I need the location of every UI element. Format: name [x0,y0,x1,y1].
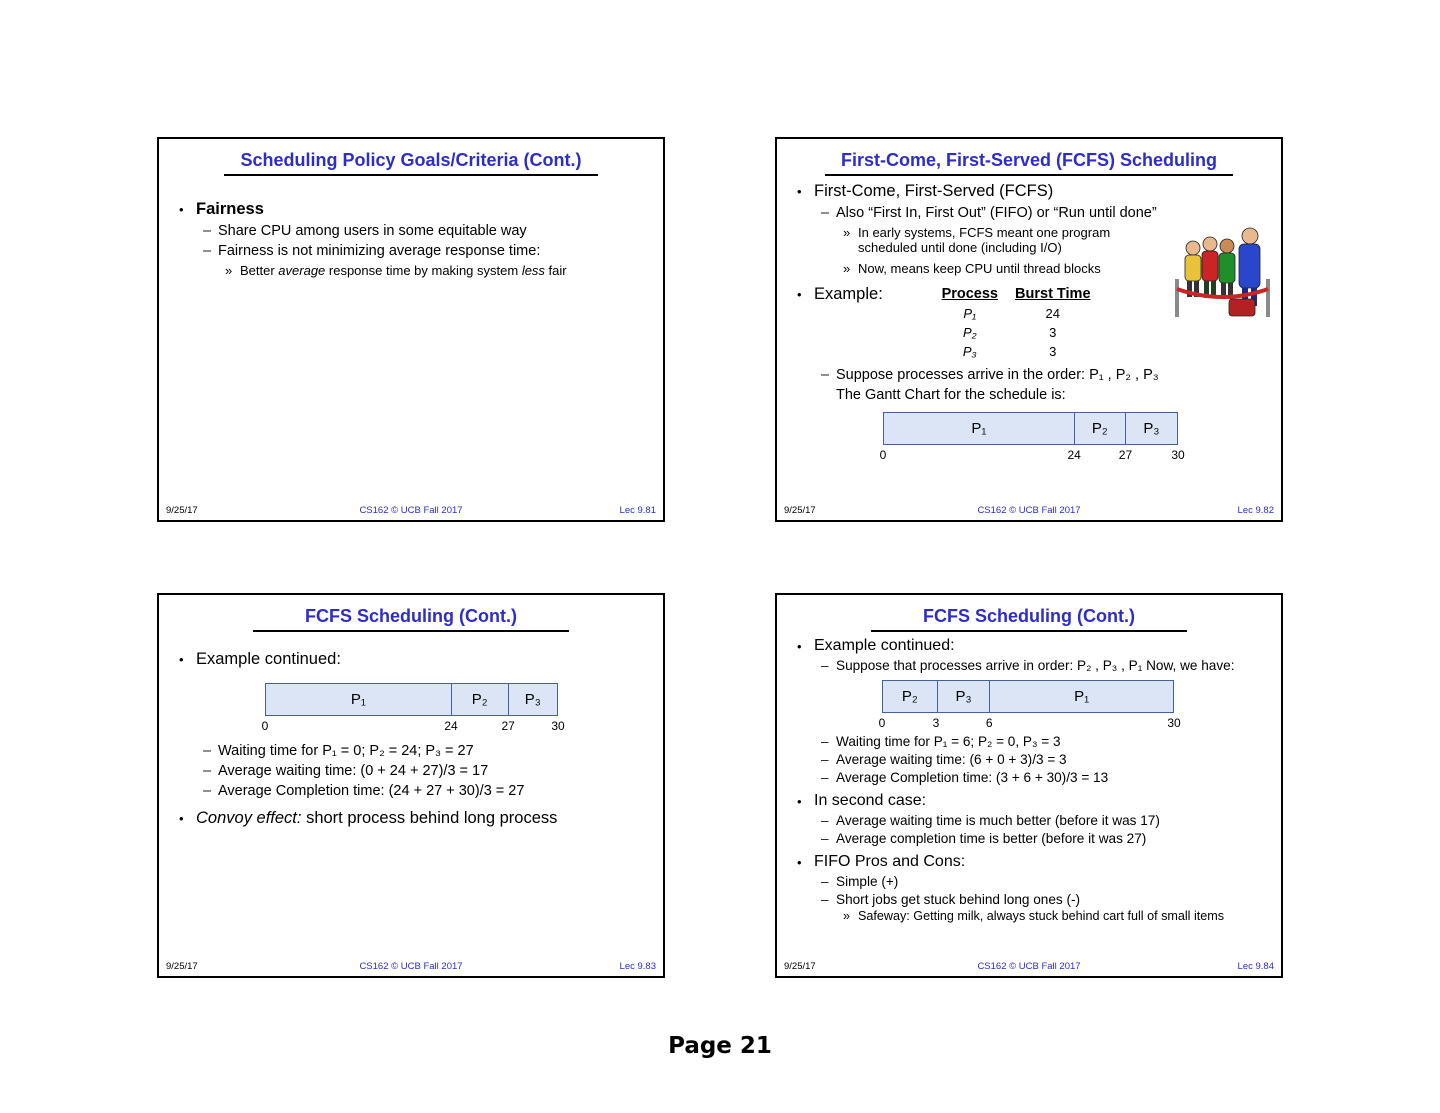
footer-lecture-number: Lec 9.82 [1237,505,1274,516]
dash-marker: – [821,734,829,749]
gantt-tick: 0 [261,719,269,733]
gantt-axis [879,445,1185,462]
footer-date: 9/25/17 [166,961,198,972]
chevron-marker: » [225,263,233,278]
chevron-marker: » [843,261,851,276]
table-header-row [933,285,1099,304]
sub-item-share-cpu: – Share CPU among users in some equitable way [203,223,527,239]
gantt-chart [878,680,1181,730]
dash-marker: – [821,752,829,767]
slide-title: Scheduling Policy Goals/Criteria (Cont.) [159,150,663,176]
gantt-bar-p3: P₃ [1125,413,1177,444]
bullet-second-case: • In second case: [797,792,927,809]
gantt-tick: 3 [932,716,940,730]
col-header-burst-time: Burst Time [1015,286,1091,302]
process-burst-table [933,285,1099,361]
table-row: P₃ 3 [962,344,1057,359]
dash-marker: – [821,205,830,221]
footer-lecture-number: Lec 9.81 [619,505,656,516]
bullet-marker: • [179,202,184,217]
sub-item-simple: – Simple (+) [821,874,899,889]
gantt-bar-p2: P₂ [451,684,508,715]
footer-lecture-number: Lec 9.83 [619,961,656,972]
bullet-marker: • [797,855,802,870]
bullet-marker: • [797,287,802,302]
sub-item-not-minimizing: – Fairness is not minimizing average response time: [203,243,541,259]
slide-footer [777,503,1281,517]
dash-marker: – [203,743,212,759]
bullet-example: • Example: [797,285,883,303]
slide-title: FCFS Scheduling (Cont.) [159,606,663,632]
gantt-tick: 0 [878,716,886,730]
bullet-fcfs: • First-Come, First-Served (FCFS) [797,182,1054,200]
slide-title: First-Come, First-Served (FCFS) Scheduling [777,150,1281,176]
bullet-fifo-pros-cons: • FIFO Pros and Cons: [797,853,966,870]
gantt-bars [265,683,558,716]
bullet-marker: • [797,184,802,199]
gantt-chart [879,412,1185,462]
sub-item-better-waiting: – Average waiting time is much better (before it was 17) [821,813,1160,828]
bullet-marker: • [797,639,802,654]
bullet-example-continued: • Example continued: [179,650,341,668]
gantt-bar-p3: P₃ [937,681,990,712]
sub-item-short-jobs: – Short jobs get stuck behind long ones (-) [821,892,1081,907]
footer-course: CS162 © UCB Fall 2017 [359,961,463,972]
bullet-convoy-effect: • Convoy effect: short process behind long process [179,809,558,827]
bullet-marker: • [179,811,184,826]
queue-people-clipart [1173,221,1273,321]
sub-item-average-waiting: – Average waiting time: (0 + 24 + 27)/3 = 17 [203,763,489,779]
dash-marker: – [203,763,212,779]
gantt-chart [261,683,565,733]
slide-fcfs-scheduling [775,137,1283,522]
sub-item-waiting-time: – Waiting time for P₁ = 0; P₂ = 24; P₃ = 27 [203,743,474,759]
dash-marker: – [821,813,829,828]
gantt-tick: 30 [551,719,565,733]
gantt-axis [878,713,1181,730]
gantt-tick: 24 [444,719,458,733]
gantt-bars [882,680,1174,713]
gantt-bar-p1: P₁ [884,413,1074,444]
dash-marker: – [203,223,212,239]
dash-marker: – [203,783,212,799]
slide-fcfs-cont-2 [775,593,1283,978]
footer-date: 9/25/17 [166,505,198,516]
gantt-bar-p1: P₁ [266,684,451,715]
footer-course: CS162 © UCB Fall 2017 [977,961,1081,972]
slide-footer [777,959,1281,973]
dash-marker: – [203,243,212,259]
sub-item-also-fifo: – Also “First In, First Out” (FIFO) or “Run until done” [821,205,1157,221]
gantt-axis [261,716,565,733]
dash-marker: – [821,367,830,383]
dash-marker: – [821,831,829,846]
footer-lecture-number: Lec 9.84 [1237,961,1274,972]
bullet-fairness: • Fairness [179,200,264,218]
slide-fcfs-cont-1 [157,593,665,978]
gantt-bar-p2: P₂ [1074,413,1125,444]
sub-item-suppose-order: – Suppose that processes arrive in order: P₂ , P₃ , P₁ Now, we have: [821,658,1235,673]
bullet-marker: • [797,794,802,809]
footer-date: 9/25/17 [784,961,816,972]
footer-course: CS162 © UCB Fall 2017 [977,505,1081,516]
slide-footer [159,959,663,973]
gantt-bars [883,412,1178,445]
sub-item-average-waiting: – Average waiting time: (6 + 0 + 3)/3 = 3 [821,752,1067,767]
chevron-marker: » [843,909,851,923]
gantt-bar-p1: P₁ [989,681,1173,712]
gantt-tick: 30 [1171,448,1185,462]
sub-item-better-completion: – Average completion time is better (before it was 27) [821,831,1147,846]
gantt-tick: 27 [501,719,515,733]
bullet-marker: • [179,652,184,667]
slide-footer [159,503,663,517]
table-row: P₁ 24 [963,306,1061,321]
sub-item-gantt-intro: The Gantt Chart for the schedule is: [836,387,1066,403]
slide-title: FCFS Scheduling (Cont.) [777,606,1281,632]
page-number: Page 21 [668,1033,772,1059]
gantt-bar-p2: P₂ [883,681,937,712]
footer-course: CS162 © UCB Fall 2017 [359,505,463,516]
sub-item-average-completion: – Average Completion time: (3 + 6 + 30)/3 = 13 [821,770,1109,785]
sub-item-suppose-order: – Suppose processes arrive in the order: P₁ , P₂ , P₃ [821,367,1159,383]
sub-sub-item-early-systems: » In early systems, FCFS meant one program scheduled until done (including I/O) [843,225,1111,255]
gantt-tick: 6 [985,716,993,730]
sub-sub-item-now-means: » Now, means keep CPU until thread blocks [843,261,1101,276]
sub-sub-item-safeway: » Safeway: Getting milk, always stuck behind cart full of small items [843,909,1225,923]
gantt-tick: 24 [1067,448,1081,462]
gantt-tick: 27 [1118,448,1133,462]
dash-marker: – [821,892,829,907]
footer-date: 9/25/17 [784,505,816,516]
sub-item-average-completion: – Average Completion time: (24 + 27 + 30)/3 = 27 [203,783,525,799]
table-row: P₂ 3 [962,325,1057,340]
bullet-example-continued: • Example continued: [797,637,955,654]
slide-scheduling-policy-goals [157,137,665,522]
dash-marker: – [821,658,829,673]
dash-marker: – [821,874,829,889]
gantt-tick: 30 [1167,716,1181,730]
chevron-marker: » [843,225,851,240]
sub-item-waiting-time: – Waiting time for P₁ = 6; P₂ = 0, P₃ = 3 [821,734,1061,749]
dash-marker: – [821,770,829,785]
gantt-tick: 0 [879,448,887,462]
sub-sub-item-better-average: » Better average response time by making system less fair [225,263,567,278]
col-header-process: Process [941,286,998,302]
gantt-bar-p3: P₃ [508,684,557,715]
